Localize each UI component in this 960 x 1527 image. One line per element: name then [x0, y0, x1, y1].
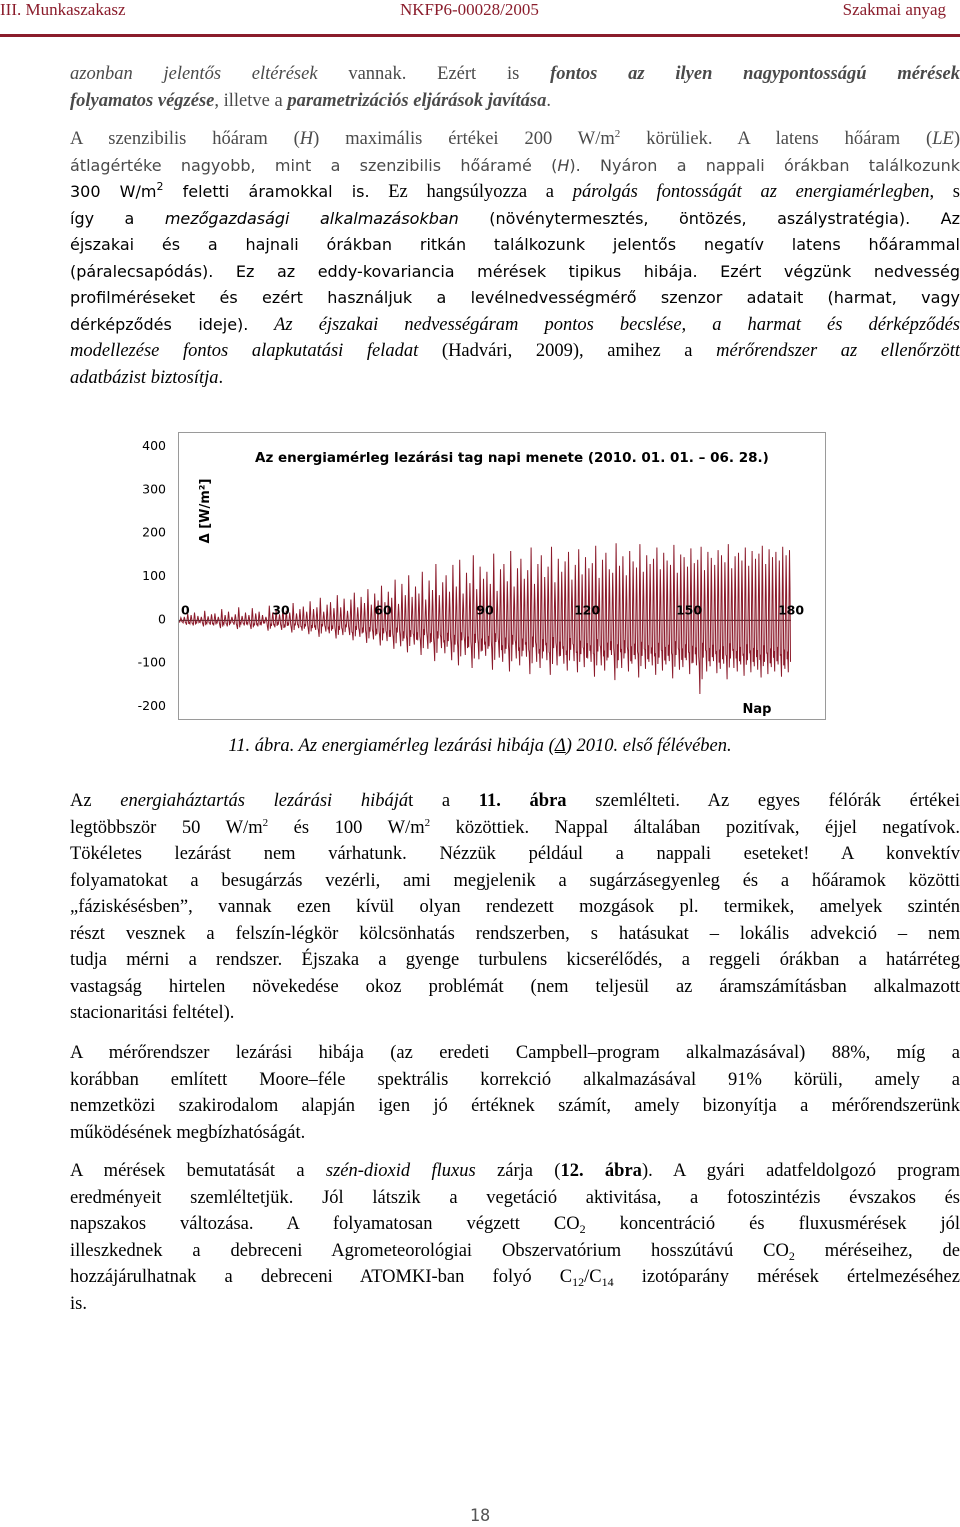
header-left: III. Munkaszakasz	[0, 0, 126, 19]
chart-x-axis-label: Nap	[742, 702, 772, 717]
figure-caption	[0, 736, 960, 757]
p5-l1b: szén-dioxid fluxus	[325, 1161, 476, 1181]
x-tick-label: 150	[675, 602, 703, 618]
p2-l2d: Nyáron a nappali órákban találkozunk	[580, 155, 960, 175]
p5-l4a: illeszkednek a debreceni Agrometeorológiai Obszervatórium hosszútávú CO	[70, 1240, 789, 1261]
caption-text2: ) 2010. első félévében.	[565, 736, 732, 756]
y-tick-label: 200	[142, 524, 166, 540]
p5-l3b: koncentráció és fluxusmérések jól	[585, 1214, 960, 1234]
p5-line-3	[70, 1211, 960, 1238]
p3-line-7: tudja mérni a rendszer. Éjszaka a gyenge turbulens kicserélődés, a reggeli órákban a határréteg	[70, 950, 960, 970]
p2-line-2	[70, 153, 960, 180]
chart-y-ticks	[100, 432, 178, 720]
x-tick-label: 0	[181, 602, 190, 618]
y-tick-label: 400	[142, 438, 166, 453]
p2-l1g: )	[953, 129, 960, 149]
p4-line-4: működésének megbízhatóságát.	[70, 1122, 306, 1143]
p2-line-5: éjszakai és a hajnali órákban ritkán találkozunk jelentős negatív latens hőárammal	[70, 235, 960, 254]
p3-l1b: energiaháztartás lezárási hibájá	[120, 791, 409, 811]
p3-l2d: közöttiek. Nappal általában pozitívak, éjjel negatívok.	[430, 817, 960, 838]
x-tick-label: 90	[476, 602, 494, 618]
p2-l4a: így a	[70, 208, 165, 228]
caption-text: . Az energiamérleg lezárási hibája (	[289, 736, 555, 756]
p5-line-5	[70, 1264, 960, 1291]
p2-l3b: feletti áramokkal is.	[163, 182, 370, 201]
header-right: Szakmai anyag	[842, 0, 946, 19]
header-center: NKFP6-00028/2005	[400, 0, 539, 19]
p5-l3a: napszakos változása. A folyamatosan végzett CO	[70, 1214, 580, 1234]
p5-l5sub2: 14	[601, 1275, 614, 1289]
p2-l9b: (Hadvári, 2009), amihez a	[418, 341, 717, 361]
x-tick-label: 120	[573, 602, 601, 618]
x-tick-label: 30	[272, 602, 290, 618]
caption-delta: Δ	[554, 736, 566, 756]
p2-l1d: körüliek.	[620, 129, 713, 149]
p5-line-1	[70, 1158, 960, 1185]
p1-l2d: .	[546, 90, 551, 111]
energy-balance-chart	[178, 432, 826, 720]
p2-l1e: A latens hőáram (	[712, 129, 933, 149]
p1-l1c: fontos az ilyen nagypontosságú mérések	[550, 64, 960, 84]
p2-l1f: LE	[932, 129, 954, 149]
p3-line-1	[70, 788, 960, 815]
p2-line-6: (páralecsapódás). Ez az eddy-kovariancia mérések tipikus hibája. Ezért végzünk nedvesség	[70, 261, 960, 281]
paragraph-2	[70, 126, 960, 391]
p5-line-6: is.	[70, 1293, 87, 1314]
p2-l3a: 300 W/m	[70, 182, 157, 201]
paragraph-3	[70, 788, 960, 1027]
x-tick-label: 180	[777, 602, 805, 618]
p5-l5sub: 12	[572, 1275, 585, 1289]
chart-svg	[179, 433, 825, 719]
p2-l8a: dérképződés ideje).	[70, 314, 249, 334]
p2-line-8	[70, 312, 960, 339]
p5-l3sub: 2	[579, 1222, 586, 1236]
p2-l9c: mérőrendszer az ellenőrzött	[716, 341, 960, 361]
chart-series	[179, 543, 791, 694]
p3-l2sup2: 2	[424, 816, 431, 829]
p2-line-9	[70, 338, 960, 365]
page-number: 18	[469, 1506, 491, 1526]
p1-l1b: vannak. Ezért is	[317, 64, 551, 84]
p1-line-2	[70, 88, 960, 115]
caption-num: 11. ábra	[228, 736, 290, 756]
p3-l2b: 50 W/m	[181, 817, 263, 838]
p3-l1d: 11. ábra	[478, 791, 567, 811]
paragraph-4	[70, 1040, 960, 1146]
p5-line-4	[70, 1238, 960, 1265]
p2-line-7: profilméréseket és ezért használjuk a levélnedvességmérő szenzor adatait (harmat, vagy	[70, 288, 960, 307]
p2-l1a: A szenzibilis hőáram (	[70, 129, 300, 149]
p3-line-8: vastagság hirtelen növekedése okoz problémát (nem teljesül az áramszámításban alkalmazott	[70, 976, 960, 997]
p4-line-3: nemzetközi szakirodalom alapján igen jó értéknek számít, amely bizonyítja a mérőrendszerünk	[70, 1096, 960, 1116]
y-tick-label: 300	[142, 481, 166, 497]
p5-l5a: hozzájárulhatnak a debreceni ATOMKI-ban folyó C	[70, 1267, 573, 1287]
p2-l3d: párolgás fontosságát az energiamérlegben	[572, 182, 930, 202]
p2-l2b: H	[557, 155, 570, 175]
p3-l2c: és 100 W/m	[268, 817, 425, 838]
p2-l8b: Az éjszakai nedvességáram pontos becslése, a harmat és dérképződés	[248, 314, 960, 335]
y-tick-label: -100	[137, 654, 166, 670]
p2-line-4	[70, 206, 960, 233]
p5-line-2: eredményeit szemléltetjük. Jól látszik a vegetáció aktivitása, a fotoszintézis évszakos és	[70, 1187, 960, 1208]
p4-line-2: korábban említett Moore–féle spektrális korrekció alkalmazásával 91% körüli, amely a	[70, 1069, 960, 1090]
chart-y-axis-label: Δ [W/m²]	[198, 478, 213, 544]
p2-line-3	[70, 179, 960, 206]
p1-l2b: , illetve a	[214, 90, 288, 111]
p2-l10b: .	[218, 367, 224, 388]
p3-line-3: Tökéletes lezárást nem várhatunk. Nézzük például a nappali eseteket! A konvektív	[70, 844, 960, 864]
p5-l1a: A mérések bemutatását a	[70, 1161, 326, 1181]
caption-number	[228, 736, 289, 756]
p2-l4c: (növénytermesztés, öntözés, aszálystratégia). Az	[458, 208, 960, 228]
chart-title: Az energiamérleg lezárási tag napi menete (2010. 01. 01. – 06. 28.)	[255, 450, 769, 466]
p5-l4sub: 2	[788, 1248, 795, 1263]
p3-line-2	[70, 815, 960, 842]
series-line	[179, 543, 791, 694]
p3-line-6: részt vesznek a felszín-légkör kölcsönhatás rendszerben, s hatásukat – lokális advekció – nem	[70, 923, 960, 944]
p5-l1d: 12. ábra	[560, 1161, 642, 1181]
p1-line-1	[70, 61, 960, 88]
paragraph-1	[70, 61, 960, 114]
p2-l1c: ) maximális értékei 200 W/m	[313, 129, 615, 149]
p5-l5c: izotóparány mérések értelmezéséhez	[613, 1267, 960, 1287]
p3-l2a: legtöbbször	[70, 817, 182, 838]
p2-l3c: Ez hangsúlyozza a	[369, 182, 573, 202]
p3-line-5: „fáziskésésben”, vannak ezen kívül olyan rendezett mozgások pl. termikek, amelyek szintén	[70, 897, 960, 917]
p1-l2a: folyamatos végzése	[70, 90, 215, 111]
x-tick-label: 60	[374, 602, 392, 618]
p3-l1a: Az	[70, 791, 121, 811]
p3-line-9: stacionaritási feltétel).	[70, 1003, 235, 1023]
y-tick-label: 0	[158, 611, 166, 627]
p3-line-4: folyamatokat a besugárzás vezérli, ami megjelenik a sugárzásegyenleg és a hőáramok közötti	[70, 870, 960, 891]
p2-l3e: , s	[929, 182, 960, 202]
y-tick-label: -200	[137, 698, 166, 713]
p2-l2a: átlagértéke nagyobb, mint a szenzibilis hőáramé (	[70, 155, 558, 175]
p2-l1b: H	[299, 129, 314, 149]
p1-l1a: azonban jelentős eltérések	[70, 64, 318, 84]
p2-l3sup: 2	[156, 180, 164, 193]
p2-l2c: ).	[569, 155, 581, 175]
p2-l9a: modellezése fontos alapkutatási feladat	[70, 341, 419, 361]
p3-l1e: szemlélteti. Az egyes félórák értékei	[566, 791, 960, 811]
p2-line-1	[70, 126, 960, 153]
p5-l1c: zárja (	[475, 1161, 561, 1181]
paragraph-5	[70, 1158, 960, 1317]
p2-line-10	[70, 365, 960, 392]
p5-l1e: ). A gyári adatfeldolgozó program	[641, 1161, 960, 1181]
p2-l1sup: 2	[614, 128, 621, 140]
page-header	[0, 0, 960, 37]
p4-line-1: A mérőrendszer lezárási hibája (az eredeti Campbell–program alkalmazásával) 88%, míg a	[70, 1043, 960, 1063]
y-tick-label: 100	[142, 568, 166, 583]
p2-l10a: adatbázist biztosítja	[70, 367, 219, 388]
p2-l4b: mezőgazdasági alkalmazásokban	[164, 208, 459, 228]
p1-l2c: parametrizációs eljárások javítása	[287, 90, 547, 111]
p3-l2sup: 2	[262, 816, 269, 829]
p5-l5b: /C	[584, 1267, 602, 1287]
p3-l1c: t a	[408, 791, 479, 811]
p5-l4b: méréseihez, de	[794, 1240, 960, 1261]
